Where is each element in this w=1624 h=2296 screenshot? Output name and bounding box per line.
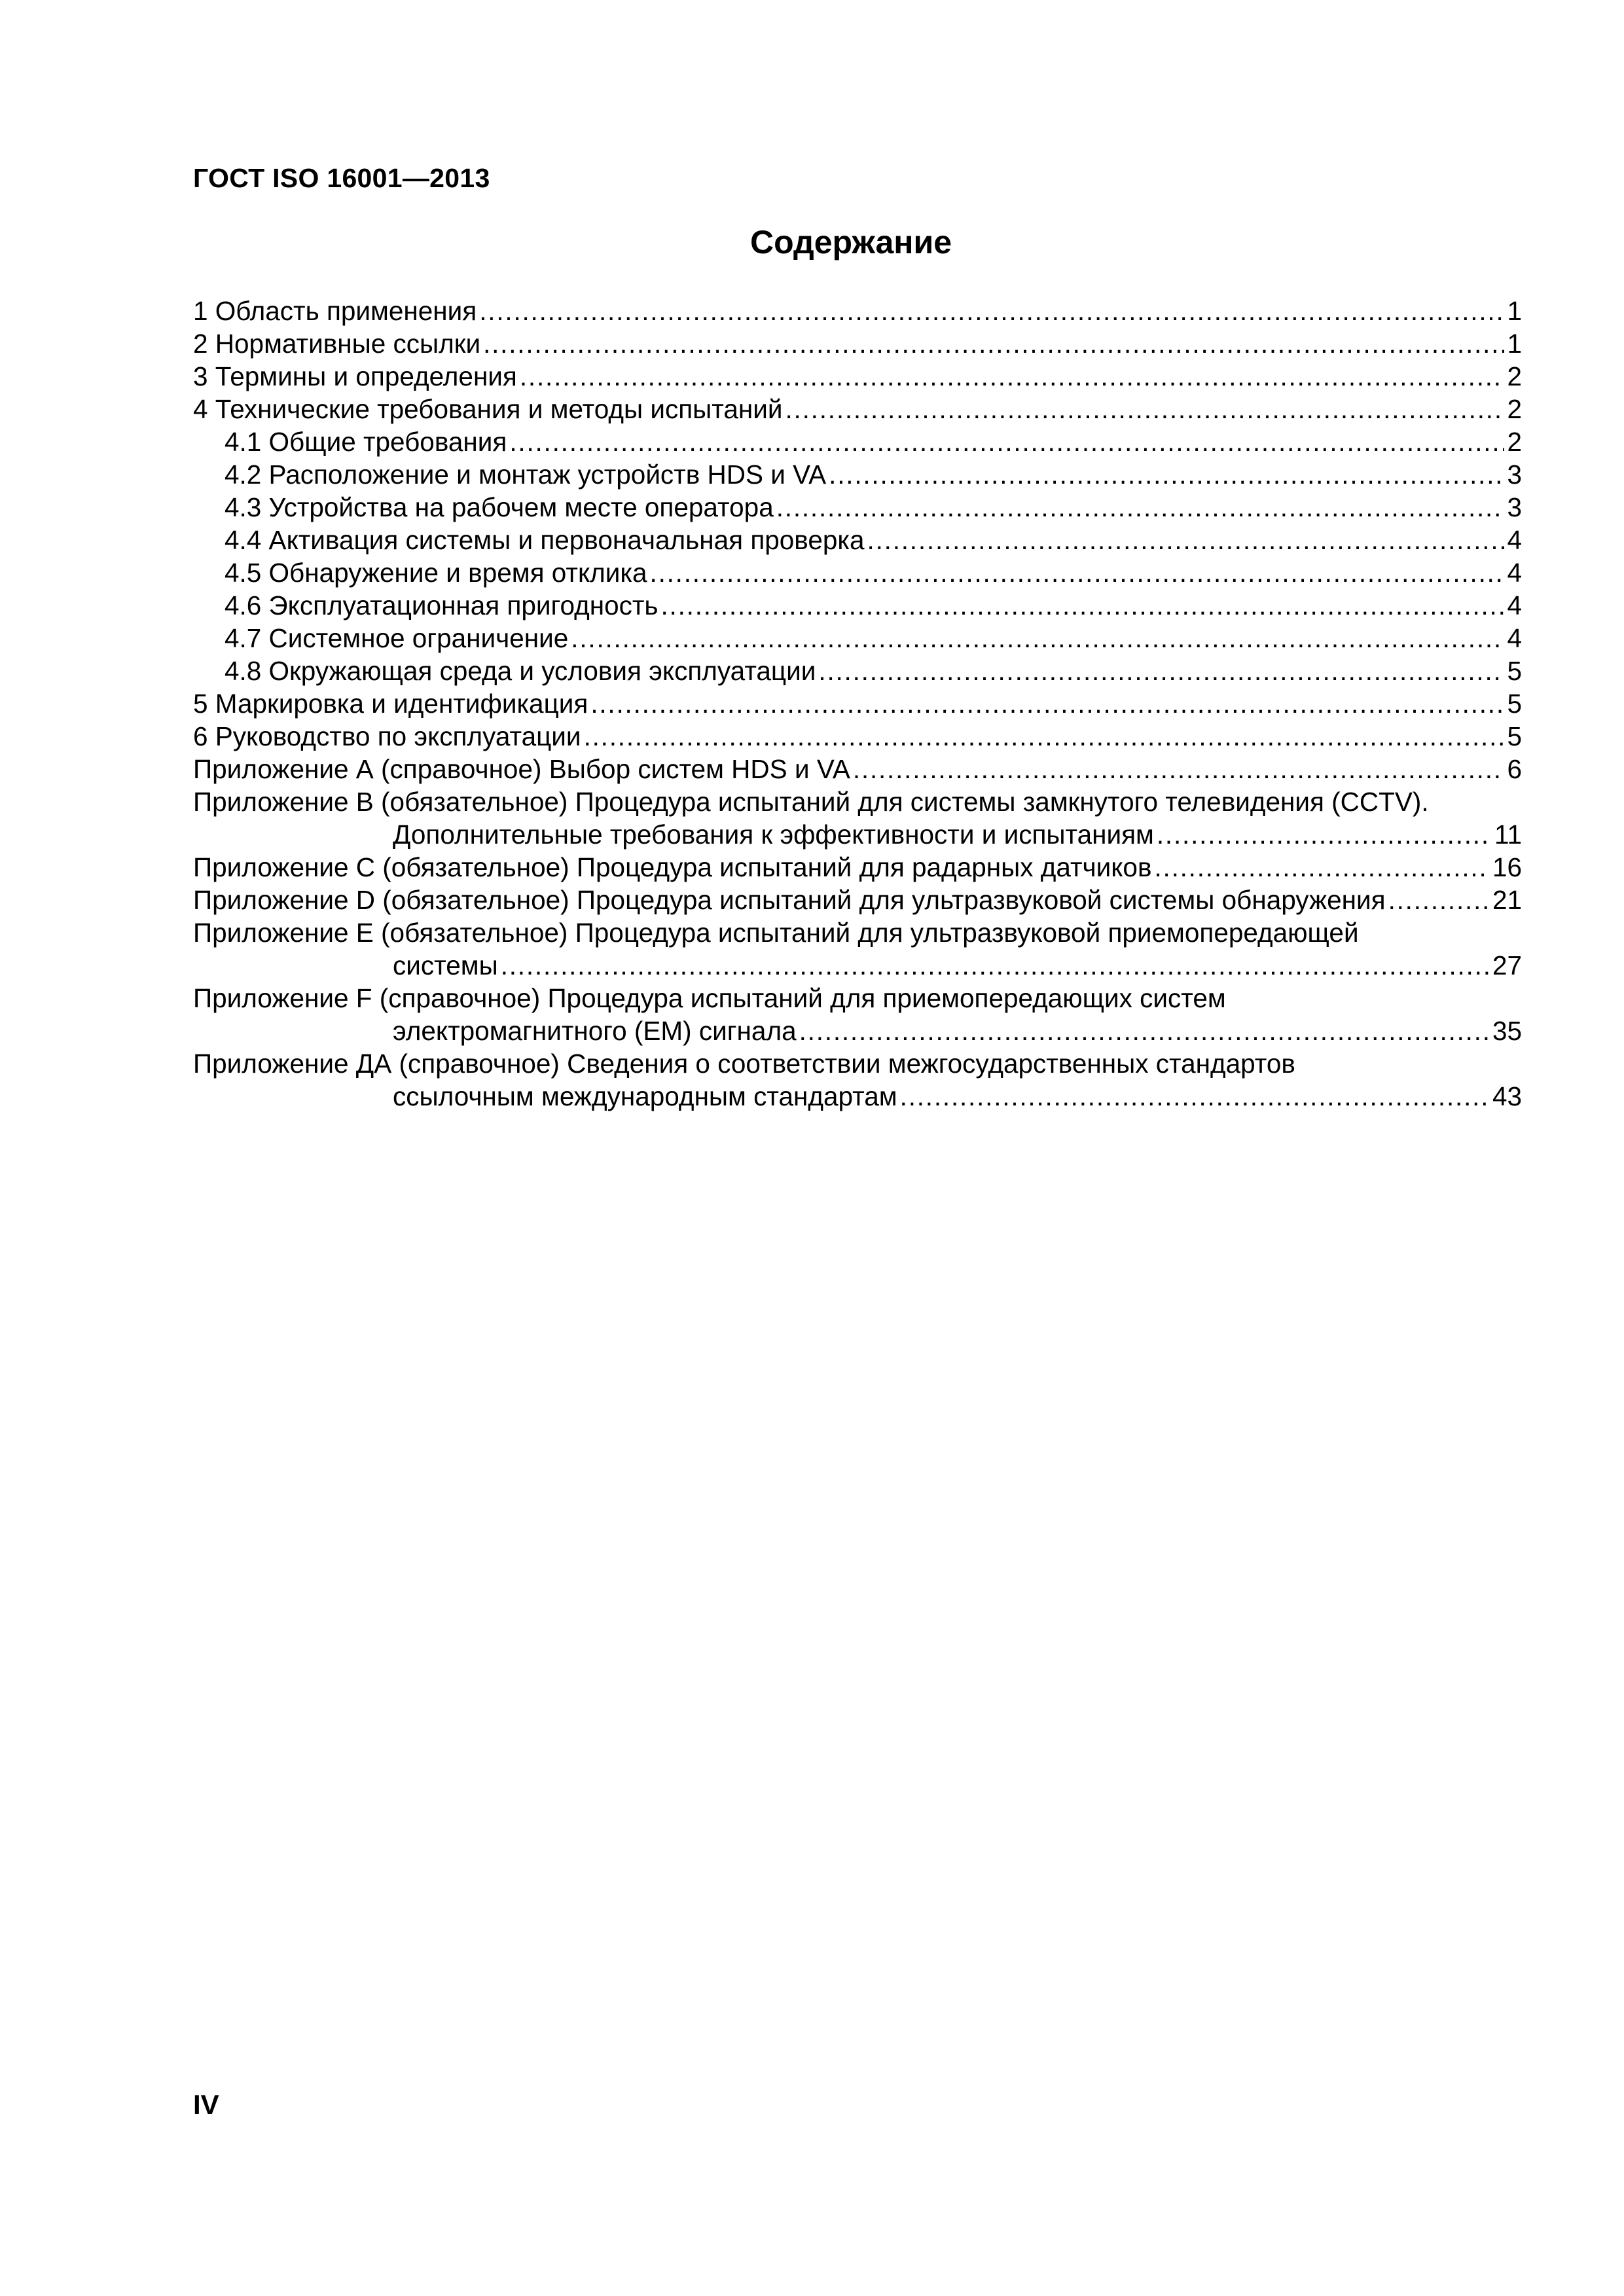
toc-entry-page: 5: [1507, 689, 1522, 719]
toc-entry-title: Приложение В (обязательное) Процедура испытаний для системы замкнутого телевидения (CCTV).: [193, 787, 1429, 817]
toc-subentry[interactable]: [193, 524, 1522, 556]
toc-entry-page: 16: [1492, 852, 1522, 882]
toc-entry-page: 5: [1507, 721, 1522, 751]
toc-entry[interactable]: [193, 295, 1522, 327]
toc-entry-heading[interactable]: [193, 785, 1522, 818]
toc-entry-page: 4: [1507, 623, 1522, 653]
toc-entry-continuation[interactable]: [193, 1080, 1522, 1113]
dot-leader: [590, 687, 1504, 720]
toc-entry-heading[interactable]: [193, 916, 1522, 949]
toc-entry-page: 4: [1507, 558, 1522, 588]
document-id: ГОСТ ISO 16001—2013: [193, 163, 490, 193]
toc-entry-page: 4: [1507, 590, 1522, 620]
toc-entry-continuation[interactable]: [193, 818, 1522, 851]
toc-subentry[interactable]: [193, 425, 1522, 458]
dot-leader: [776, 491, 1505, 524]
toc-entry-title: 4.3 Устройства на рабочем месте оператора: [225, 492, 774, 522]
table-of-contents: [193, 295, 1522, 1113]
toc-entry-page: 35: [1492, 1016, 1522, 1046]
toc-entry-page: 2: [1507, 361, 1522, 391]
toc-entry-title-continuation: электромагнитного (ЕМ) сигнала: [393, 1016, 797, 1046]
toc-entry-page: 3: [1507, 492, 1522, 522]
toc-entry-heading[interactable]: [193, 1047, 1522, 1080]
dot-leader: [829, 458, 1504, 491]
toc-entry-page: 21: [1492, 885, 1522, 915]
dot-leader: [571, 622, 1504, 655]
toc-entry-page: 2: [1507, 427, 1522, 457]
toc-entry[interactable]: [193, 327, 1522, 360]
dot-leader: [1154, 851, 1489, 884]
toc-entry-title-continuation: ссылочным международным стандартам: [393, 1081, 897, 1111]
toc-entry-page: 43: [1492, 1081, 1522, 1111]
dot-leader: [1157, 818, 1492, 851]
toc-entry-page: 1: [1507, 329, 1522, 359]
toc-entry-title-continuation: Дополнительные требования к эффективности и испытаниям: [393, 819, 1154, 850]
toc-entry-title: 4.6 Эксплуатационная пригодность: [225, 590, 659, 620]
toc-entry[interactable]: [193, 753, 1522, 785]
toc-entry-page: 4: [1507, 525, 1522, 555]
toc-entry-page: 1: [1507, 296, 1522, 326]
toc-entry-title: Приложение А (справочное) Выбор систем HDS и VA: [193, 754, 850, 784]
toc-subentry[interactable]: [193, 655, 1522, 687]
toc-entry-title: 5 Маркировка и идентификация: [193, 689, 588, 719]
toc-title: Содержание: [749, 224, 952, 260]
toc-entry-page: 2: [1507, 394, 1522, 424]
toc-entry-title-continuation: системы: [393, 950, 498, 980]
dot-leader: [584, 720, 1505, 753]
toc-entry-title: 4.8 Окружающая среда и условия эксплуатации: [225, 656, 816, 686]
dot-leader: [799, 1014, 1490, 1047]
toc-subentry[interactable]: [193, 556, 1522, 589]
toc-entry-continuation[interactable]: [193, 949, 1522, 982]
toc-entry[interactable]: [193, 393, 1522, 425]
toc-entry[interactable]: [193, 851, 1522, 884]
toc-entry-title: Приложение С (обязательное) Процедура испытаний для радарных датчиков: [193, 852, 1152, 882]
dot-leader: [501, 949, 1490, 982]
dot-leader: [818, 655, 1504, 687]
toc-entry-title: 4.5 Обнаружение и время отклика: [225, 558, 647, 588]
toc-subentry[interactable]: [193, 622, 1522, 655]
dot-leader: [661, 589, 1505, 622]
toc-entry[interactable]: [193, 360, 1522, 393]
toc-entry-page: 3: [1507, 459, 1522, 490]
dot-leader: [650, 556, 1505, 589]
toc-subentry[interactable]: [193, 589, 1522, 622]
dot-leader: [483, 327, 1504, 360]
toc-subentry[interactable]: [193, 458, 1522, 491]
toc-entry-page: 27: [1492, 950, 1522, 980]
toc-entry-title: 3 Термины и определения: [193, 361, 517, 391]
toc-entry-title: Приложение ДА (справочное) Сведения о соответствии межгосударственных стандартов: [193, 1049, 1295, 1079]
dot-leader: [900, 1080, 1490, 1113]
toc-entry-title: 4.4 Активация системы и первоначальная проверка: [225, 525, 865, 555]
toc-entry-page: 5: [1507, 656, 1522, 686]
toc-entry-page: 6: [1507, 754, 1522, 784]
toc-entry[interactable]: [193, 687, 1522, 720]
toc-entry-title: Приложение F (справочное) Процедура испытаний для приемопередающих систем: [193, 983, 1226, 1013]
toc-entry-heading[interactable]: [193, 982, 1522, 1014]
toc-entry-title: Приложение Е (обязательное) Процедура испытаний для ультразвуковой приемопередающей: [193, 918, 1359, 948]
toc-entry-title: 4.2 Расположение и монтаж устройств HDS и VA: [225, 459, 827, 490]
dot-leader: [785, 393, 1505, 425]
toc-entry-title: Приложение D (обязательное) Процедура испытаний для ультразвуковой системы обнаружения: [193, 885, 1386, 915]
toc-entry-title: 2 Нормативные ссылки: [193, 329, 481, 359]
dot-leader: [853, 753, 1505, 785]
dot-leader: [479, 295, 1504, 327]
dot-leader: [1388, 884, 1490, 916]
toc-entry-title: 4.1 Общие требования: [225, 427, 507, 457]
toc-entry-title: 4.7 Системное ограничение: [225, 623, 569, 653]
dot-leader: [867, 524, 1505, 556]
toc-entry-title: 4 Технические требования и методы испытаний: [193, 394, 783, 424]
toc-entry-page: 11: [1494, 819, 1522, 850]
page-number: IV: [193, 2089, 219, 2120]
toc-entry-continuation[interactable]: [193, 1014, 1522, 1047]
dot-leader: [520, 360, 1505, 393]
toc-entry[interactable]: [193, 884, 1522, 916]
toc-subentry[interactable]: [193, 491, 1522, 524]
dot-leader: [509, 425, 1504, 458]
toc-entry-title: 1 Область применения: [193, 296, 477, 326]
toc-entry-title: 6 Руководство по эксплуатации: [193, 721, 581, 751]
toc-entry[interactable]: [193, 720, 1522, 753]
